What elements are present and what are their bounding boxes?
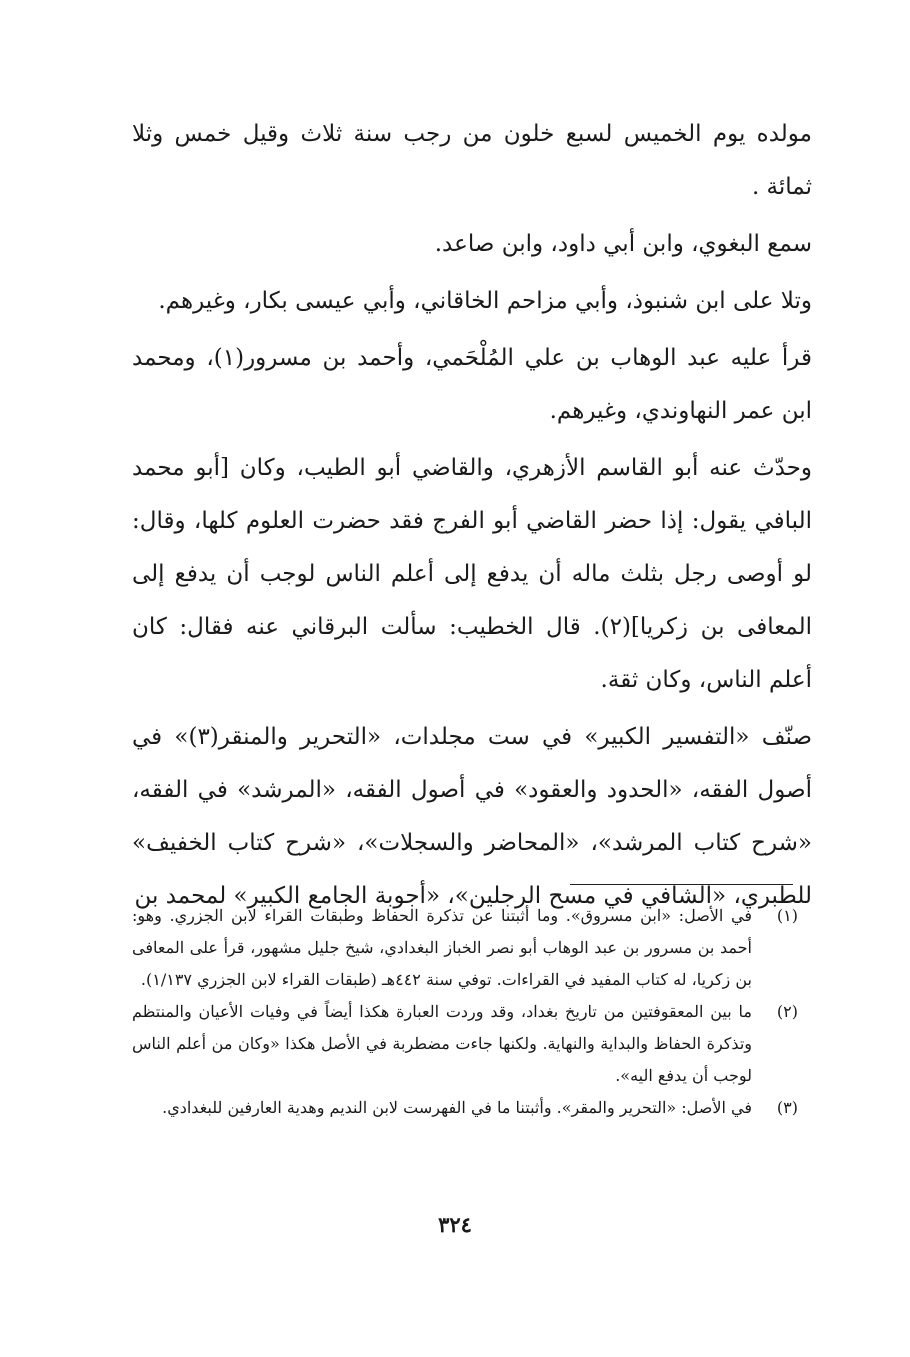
paragraph-birth: مولده يوم الخميس لسبع خلون من رجب سنة ثلاث وقيل خمس وثلا ثمائة . (132, 121, 812, 200)
paragraph-teachers: سمع البغوي، وابن أبي داود، وابن صاعد. (434, 231, 812, 257)
footnote-number: (١) (776, 906, 798, 925)
paragraph-recitation: وتلا على ابن شنبوذ، وأبي مزاحم الخاقاني، وأبي عيسى بكار، وغيرهم. (158, 288, 812, 314)
paragraph-works: صنّف «التفسير الكبير» في ست مجلدات، «التحرير والمنقر(٣)» في أصول الفقه، «الحدود والعقود» في أصول الفقه، «المرشد» في الفقه، «شرح كتاب المرشد»، «المحاضر والسجلات»، «شرح كتاب الخفيف» للطبري، «الشافي في مسح الرجلين»، «أجوبة الجامع الكبير» لمحمد بن (132, 724, 812, 909)
footnote-number: (٢) (776, 1002, 798, 1021)
footnote (132, 1092, 798, 1124)
footnote-separator (570, 884, 793, 885)
page-number: ٣٢٤ (438, 1212, 472, 1237)
footnote-text: في الأصل: «التحرير والمقر». وأثبتنا ما في الفهرست لابن النديم وهدية العارفين للبغدادي. (162, 1098, 752, 1117)
paragraph-students: قرأ عليه عبد الوهاب بن علي المُلْحَمي، وأحمد بن مسرور(١)، ومحمد ابن عمر النهاوندي، وغيرهم. (132, 345, 812, 424)
paragraph-narrators: وحدّث عنه أبو القاسم الأزهري، والقاضي أبو الطيب، وكان [أبو محمد البافي يقول: إذا حضر القاضي أبو الفرج فقد حضرت العلوم كلها، وقال: لو أوصى رجل بثلث ماله أن يدفع إلى أعلم الناس لوجب أن يدفع إلى المعافى بن زكريا](٢). قال الخطيب: سألت البرقاني عنه فقال: كان أعلم الناس، وكان ثقة. (132, 455, 812, 693)
footnote (132, 996, 798, 1092)
main-text (132, 108, 812, 923)
footnotes (132, 900, 798, 1124)
footnote (132, 900, 798, 996)
footnote-text: في الأصل: «ابن مسروق». وما أثبتنا عن تذكرة الحفاظ وطبقات القراء لابن الجزري. وهو: أحمد بن مسرور بن عبد الوهاب أبو نصر الخباز البغدادي، شيخ جليل مشهور، قرأ على المعافى بن زكريا، له كتاب المفيد في القراءات. توفي سنة ٤٤٢هـ (طبقات القراء لابن الجزري ١/١٣٧). (132, 906, 752, 989)
footnote-text: ما بين المعقوفتين من تاريخ بغداد، وقد وردت العبارة هكذا أيضاً في وفيات الأعيان والمنتظم وتذكرة الحفاظ والبداية والنهاية. ولكنها جاءت مضطربة في الأصل هكذا «وكان من أعلم الناس لوجب أن يدفع اليه». (132, 1002, 752, 1085)
footnote-number: (٣) (776, 1098, 798, 1117)
